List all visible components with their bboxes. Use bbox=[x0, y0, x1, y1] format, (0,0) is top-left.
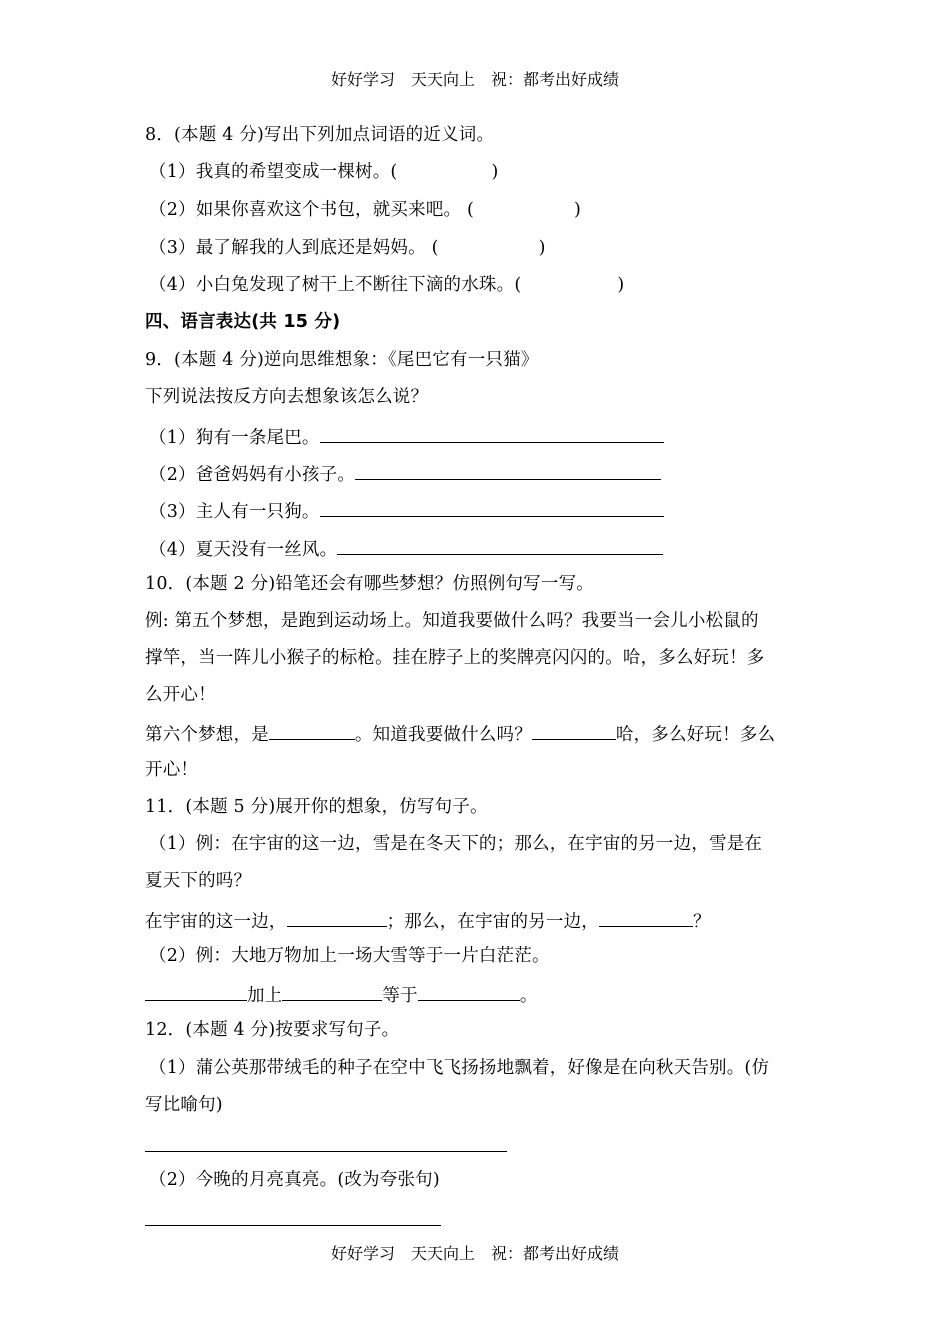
q11-title: 11．(本题 5 分)展开你的想象，仿写句子。 bbox=[145, 797, 488, 817]
answer-blank[interactable] bbox=[282, 982, 382, 1001]
q11-fill-2: 加上 等于 。 bbox=[145, 982, 538, 1007]
answer-line[interactable] bbox=[145, 1225, 441, 1226]
answer-blank[interactable] bbox=[599, 908, 693, 927]
q8-item-1: （1）我真的希望变成一棵树。( ) bbox=[149, 162, 499, 182]
q12-item-1-line-2: 写比喻句) bbox=[145, 1095, 223, 1115]
q8-title: 8．(本题 4 分)写出下列加点词语的近义词。 bbox=[145, 125, 495, 145]
q9-item-1: （1）狗有一条尾巴。 bbox=[149, 424, 664, 449]
q10-fill-line: 第六个梦想，是 。知道我要做什么吗？ 哈，多么好玩！多么 bbox=[145, 721, 775, 746]
q10-example-line-1: 例: 第五个梦想，是跑到运动场上。知道我要做什么吗？我要当一会儿小松鼠的 bbox=[145, 611, 759, 631]
q8-item-2: （2）如果你喜欢这个书包，就买来吧。 ( ) bbox=[149, 200, 582, 220]
answer-blank[interactable] bbox=[287, 908, 387, 927]
q8-item-4: （4）小白兔发现了树干上不断往下滴的水珠。( ) bbox=[149, 275, 625, 295]
q11-example-2: （2）例：大地万物加上一场大雪等于一片白茫茫。 bbox=[149, 946, 550, 966]
q10-fill-line-end: 开心！ bbox=[145, 760, 199, 780]
answer-blank[interactable] bbox=[320, 424, 664, 443]
q10-example-line-3: 么开心！ bbox=[145, 685, 216, 705]
q12-item-1-line-1: （1）蒲公英那带绒毛的种子在空中飞飞扬扬地飘着，好像是在向秋天告别。(仿 bbox=[149, 1058, 770, 1078]
q9-item-2: （2）爸爸妈妈有小孩子。 bbox=[149, 461, 661, 486]
q9-prompt: 下列说法按反方向去想象该怎么说？ bbox=[145, 387, 429, 407]
page-footer: 好好学习 天天向上 祝：都考出好成绩 bbox=[330, 1244, 619, 1263]
q10-example-line-2: 撑竿，当一阵儿小猴子的标枪。挂在脖子上的奖牌亮闪闪的。哈，多么好玩！多 bbox=[145, 648, 765, 668]
q9-title: 9．(本题 4 分)逆向思维想象：《尾巴它有一只猫》 bbox=[145, 350, 539, 370]
q8-item-3: （3）最了解我的人到底还是妈妈。 ( ) bbox=[149, 238, 546, 258]
q11-fill-1: 在宇宙的这一边， ；那么，在宇宙的另一边， ？ bbox=[145, 908, 711, 933]
answer-blank[interactable] bbox=[337, 536, 663, 555]
answer-blank[interactable] bbox=[145, 982, 247, 1001]
page-header: 好好学习 天天向上 祝：都考出好成绩 bbox=[330, 70, 619, 89]
answer-blank[interactable] bbox=[320, 498, 664, 517]
q9-item-3: （3）主人有一只狗。 bbox=[149, 498, 664, 523]
answer-blank[interactable] bbox=[269, 721, 355, 740]
answer-blank[interactable] bbox=[418, 982, 520, 1001]
q9-item-4: （4）夏天没有一丝风。 bbox=[149, 536, 663, 561]
answer-blank[interactable] bbox=[355, 461, 661, 480]
q10-title: 10．(本题 2 分)铅笔还会有哪些梦想？仿照例句写一写。 bbox=[145, 574, 594, 594]
q11-example-1-line-1: （1）例：在宇宙的这一边，雪是在冬天下的；那么，在宇宙的另一边，雪是在 bbox=[149, 834, 763, 854]
section-4-title: 四、语言表达(共 15 分) bbox=[145, 312, 341, 332]
answer-line[interactable] bbox=[145, 1151, 507, 1152]
q12-item-2: （2）今晚的月亮真亮。(改为夸张句) bbox=[149, 1170, 440, 1190]
q11-example-1-line-2: 夏天下的吗？ bbox=[145, 871, 252, 891]
q12-title: 12．(本题 4 分)按要求写句子。 bbox=[145, 1020, 400, 1040]
answer-blank[interactable] bbox=[532, 721, 616, 740]
